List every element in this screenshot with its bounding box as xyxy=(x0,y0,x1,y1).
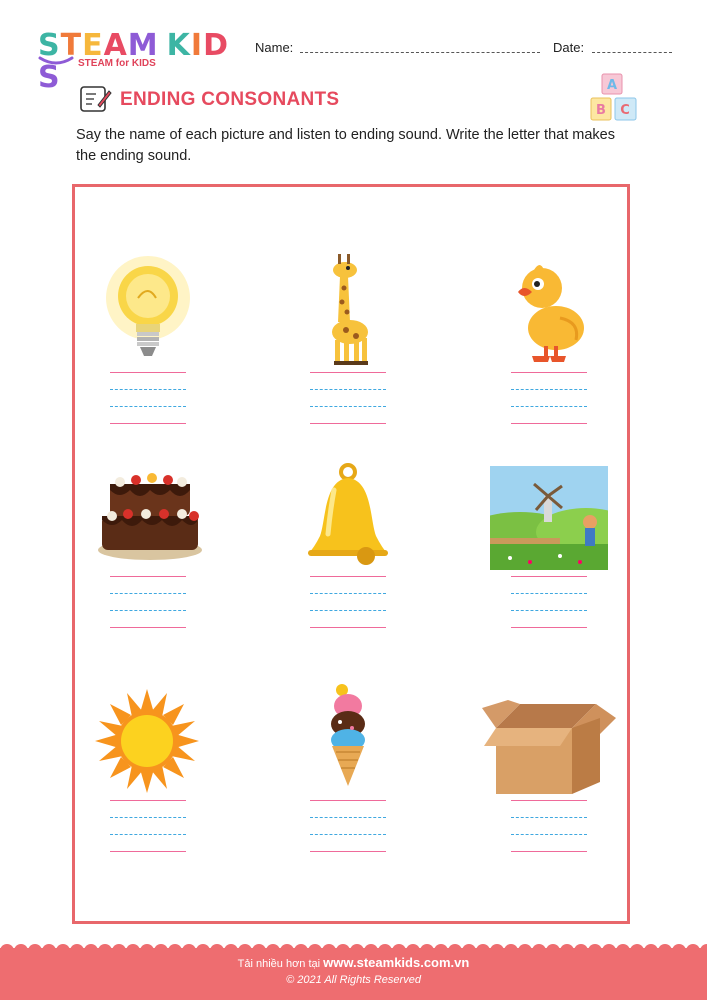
abc-blocks-icon xyxy=(588,72,640,130)
block-c-label: C xyxy=(620,103,630,118)
giraffe-icon xyxy=(320,252,380,368)
name-label: Name: xyxy=(255,40,294,55)
bell-icon xyxy=(304,462,392,566)
block-b-label: B xyxy=(596,103,606,118)
block-a-label: A xyxy=(606,78,618,93)
answer-lines-8[interactable] xyxy=(310,800,386,856)
farm-landscape-icon xyxy=(490,466,608,570)
logo-wordmark: STEAM KIDS xyxy=(38,28,229,95)
date-label: Date: xyxy=(553,40,585,55)
footer-copyright: © 2021 All Rights Reserved xyxy=(286,974,421,986)
answer-lines-7[interactable] xyxy=(110,800,186,856)
logo-subtitle: STEAM for KIDS xyxy=(78,58,156,69)
answer-lines-5[interactable] xyxy=(310,576,386,632)
answer-lines-2[interactable] xyxy=(310,372,386,428)
answer-lines-4[interactable] xyxy=(110,576,186,632)
date-field[interactable] xyxy=(592,52,672,53)
logo-swoosh-icon xyxy=(38,54,74,68)
ice-cream-icon xyxy=(326,682,370,788)
answer-lines-3[interactable] xyxy=(511,372,587,428)
cake-icon xyxy=(96,470,208,562)
steam-kids-logo xyxy=(38,28,238,95)
answer-lines-1[interactable] xyxy=(110,372,186,428)
footer-website xyxy=(0,955,707,970)
sun-icon xyxy=(94,688,200,794)
name-field[interactable] xyxy=(300,52,540,53)
footer-prefix: Tải nhiều hơn tại xyxy=(237,958,321,970)
answer-lines-6[interactable] xyxy=(511,576,587,632)
answer-lines-9[interactable] xyxy=(511,800,587,856)
duck-icon xyxy=(510,262,590,366)
instructions-text: Say the name of each picture and listen to ending sound. Write the letter that makes the ending sound. xyxy=(76,127,615,164)
pencil-note-icon xyxy=(78,83,112,115)
footer-site-link[interactable]: www.steamkids.com.vn xyxy=(323,955,470,970)
page-title: ENDING CONSONANTS xyxy=(120,89,340,110)
box-icon xyxy=(480,696,618,796)
light-bulb-icon xyxy=(102,254,194,366)
